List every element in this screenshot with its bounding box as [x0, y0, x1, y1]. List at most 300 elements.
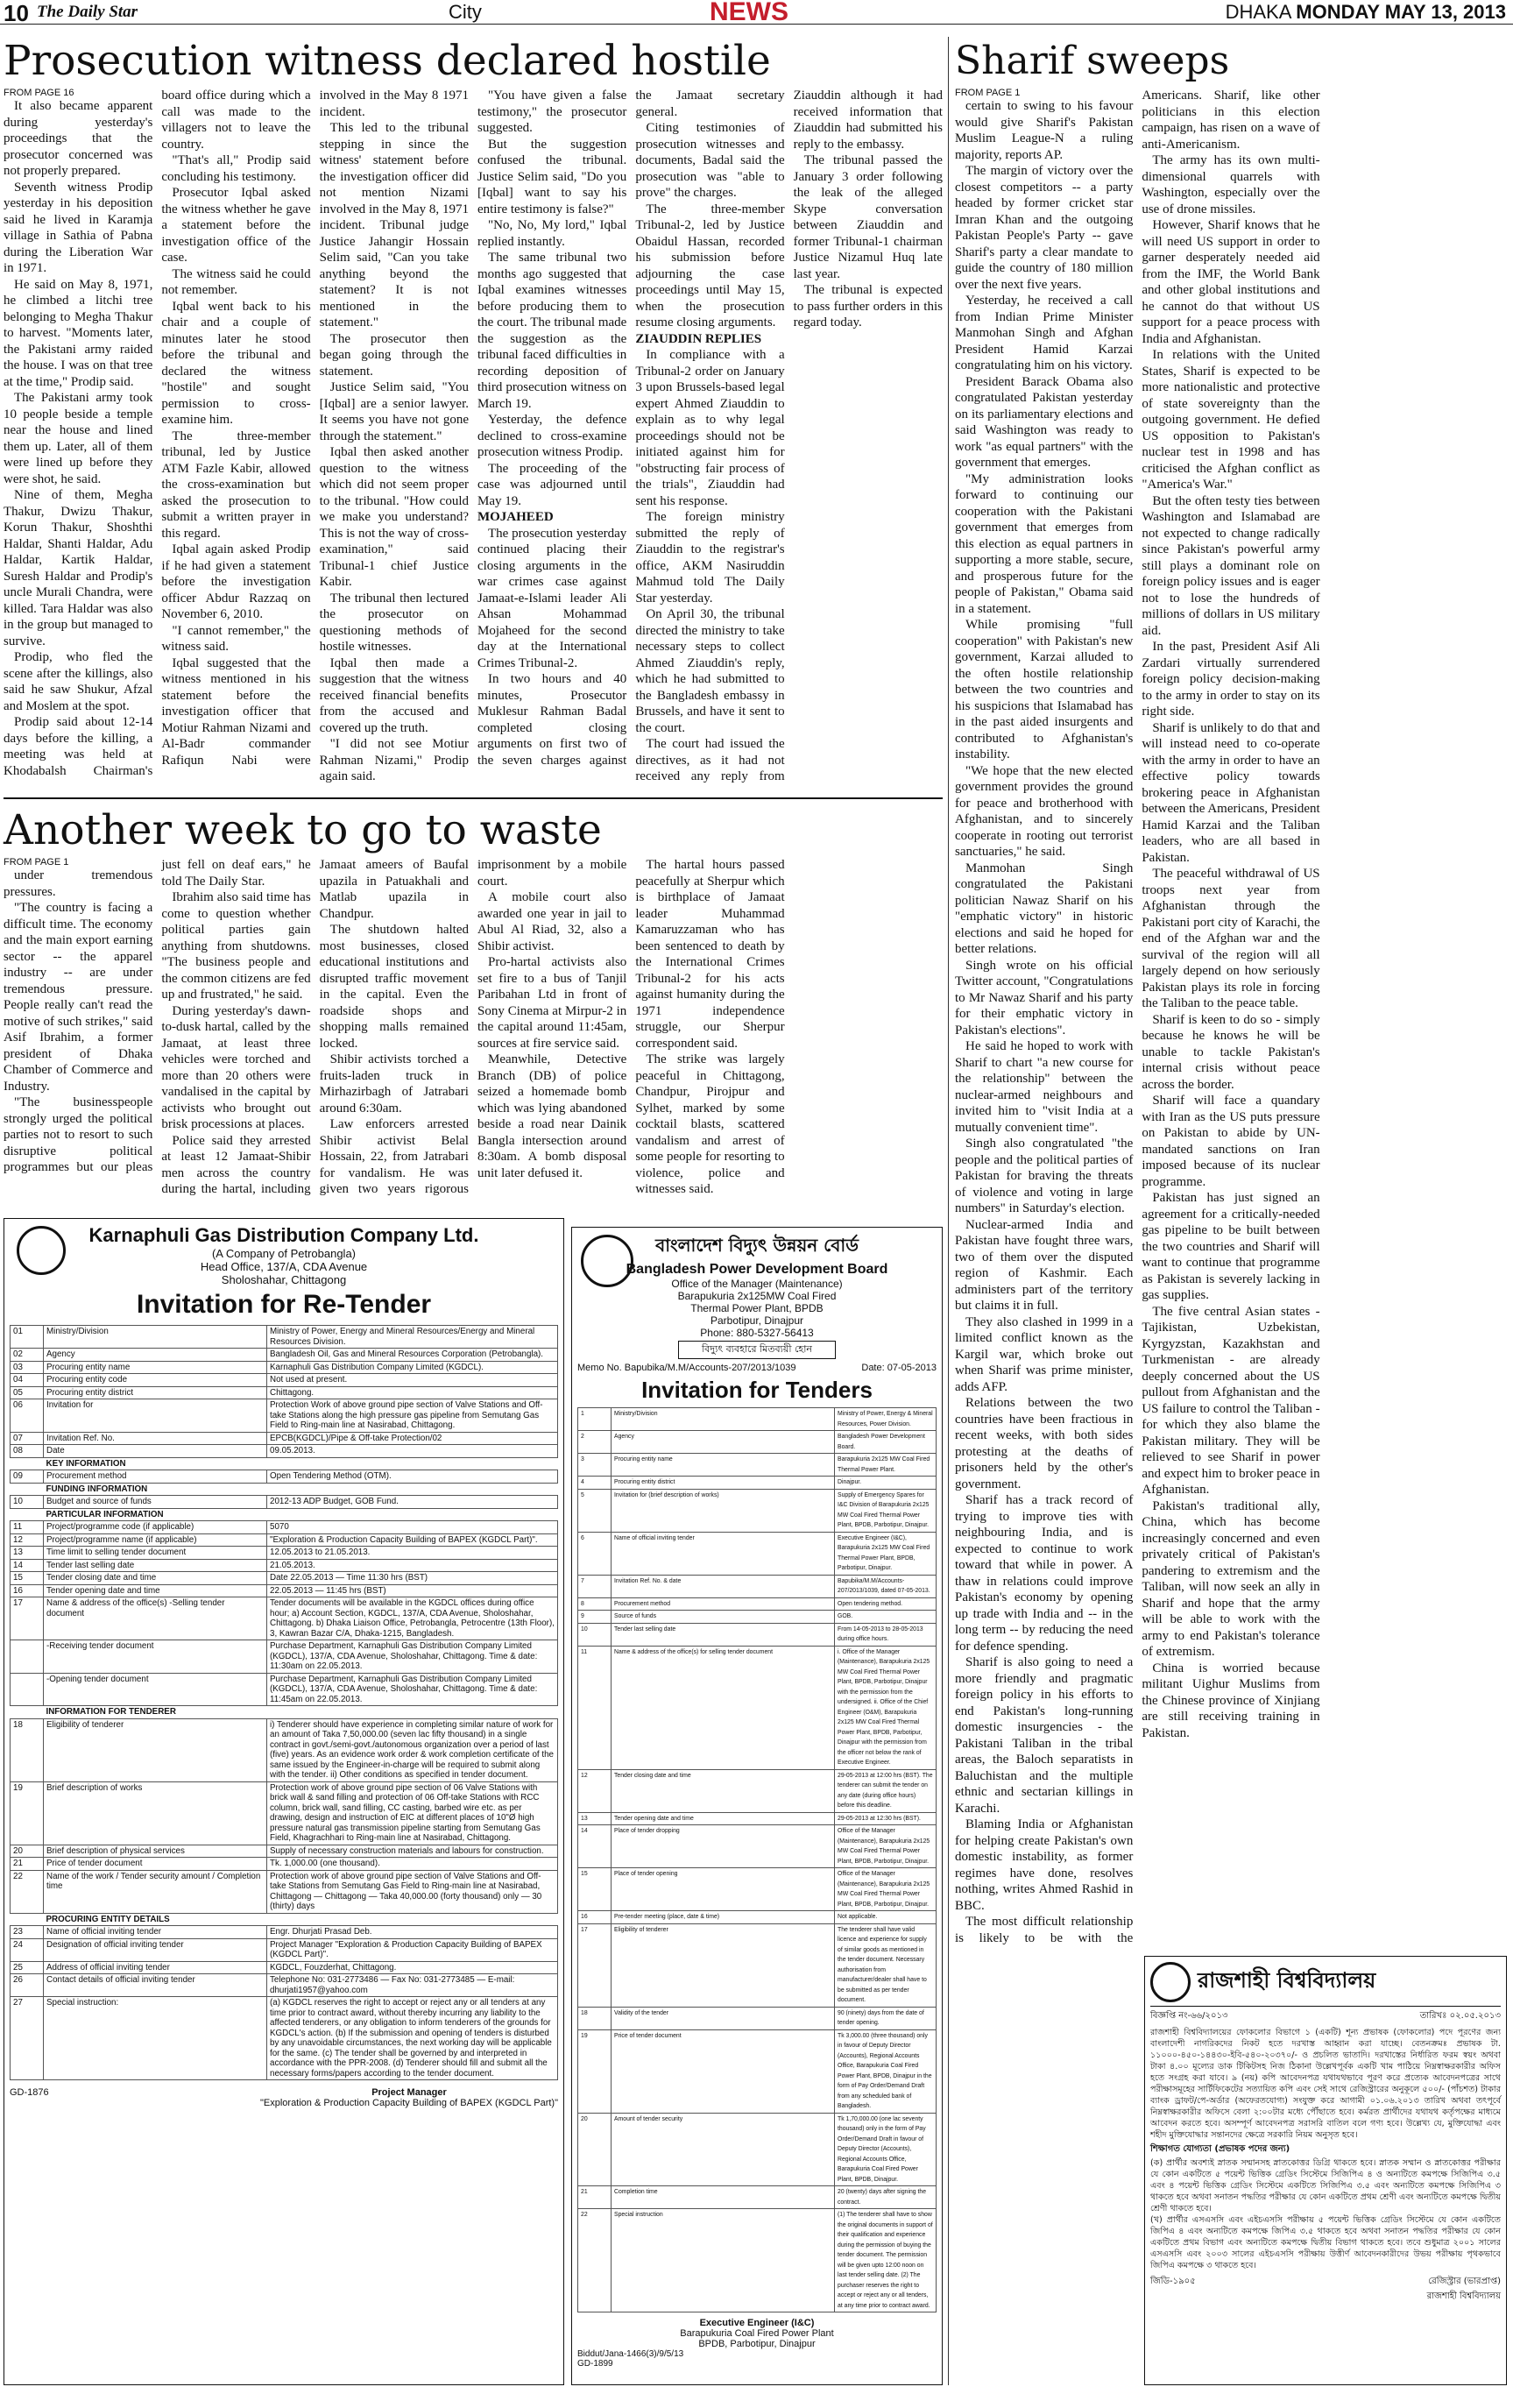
paragraph: Iqbal went back to his chair and a couple of minutes later he stood before the tribunal and declared the witness "hostile" and sought permission to cross-examine him. [161, 299, 311, 427]
table-row [11, 1597, 558, 1640]
paragraph: Yesterday, the defence declined to cross-examine prosecution witness Prodip. [477, 413, 627, 459]
table-cell: 10 [11, 1496, 44, 1509]
table-cell: Karnaphuli Gas Distribution Company Limited (KGDCL). [267, 1361, 558, 1374]
table-row [11, 1386, 558, 1399]
table-cell: Completion time [612, 2186, 835, 2209]
paragraph: Singh also congratulated "the people and the political parties of Pakistan for braving the threats of violence and voting in large numbers" in Saturday's election. [955, 1137, 1134, 1215]
paragraph: Pakistan's traditional ally, China, which has become increasingly concerned and even privately critical of Pakistan's pandering to extremism and the Taliban, will now seek an ally in Sharif and hope that the army will be able to work with the army to end Pakistan's tolerance of extremism. [1142, 1498, 1320, 1659]
table-row [11, 1432, 558, 1445]
paragraph: The five central Asian states - Tajikistan, Uzbekistan, Kyrgyzstan, Kazakhstan and Turkmenistan - are already deeply concerned about the US pullout from Afghanistan and the US failure to control the Taliban - for which they also blame the Pakistan military. They will be relieved to see Sharif in power and expect him to broker peace in Afghanistan. [1142, 1304, 1320, 1497]
paragraph: "I did not see Motiur Rahman Nizami," Prodip again said. [319, 737, 469, 783]
article3-body [955, 88, 1507, 1950]
bpdb-logo-icon [581, 1235, 633, 1287]
table-cell: -Opening tender document [44, 1673, 267, 1706]
table-row [11, 1858, 558, 1871]
table-cell: 25 [11, 1961, 44, 1974]
table-cell: 20 [11, 1845, 44, 1858]
table-row [11, 1326, 558, 1349]
table-cell: Name of the work / Tender security amount / Completion time [44, 1870, 267, 1913]
table-cell: 13 [578, 1812, 612, 1825]
bpdb-line2: Barapukuria 2x125MW Coal Fired [677, 1290, 837, 1302]
table-cell: i. Office of the Manager (Maintenance), Barapukuria 2x125 MW Coal Fired Thermal Power Plant, BPDB, Parbotipur, Dinajpur with the permission from the undersigned. ii. Office of the Chief Engineer (O&M), Barapukuria 2x125 MW Coal Fired Thermal Power Plant, BPDB, Parbotipur, Dinajpur with the permission from the officer not below the rank of Executive Engineer. [835, 1646, 937, 1769]
ru-sign1: রেজিস্ট্রার (ভারপ্রাপ্ত) [1428, 2277, 1501, 2286]
table-cell: Office of the Manager (Maintenance), Barapukuria 2x125 MW Coal Fired Thermal Power Plant, BPDB, Parbotipur, Dinajpur. [835, 1825, 937, 1868]
table-cell: Address of official inviting tender [44, 1961, 267, 1974]
paragraph: On April 30, the tribunal directed the ministry to take necessary steps to collect Ahmed Ziauddin's reply, which he had submitted to the Bangladesh embassy in Brussels, and have it sent to the court. [635, 607, 785, 735]
paragraph: While promising "full cooperation" with Pakistan's new government, Karzai alluded to the often hostile relationship between the two countries and his suspicions that Islamabad has in the past aided insurgents and contributed to Afghanistan's instability. [955, 618, 1134, 761]
table-cell: Bangladesh Power Development Board. [835, 1431, 937, 1454]
table-cell: Tk. 1,000.00 (one thousand). [267, 1858, 558, 1871]
paragraph: He said he hoped to work with Sharif to chart "a new course for the relationship" between the nuclear-armed neighbours and invited him to "visit India at a mutually convenient time". [955, 1039, 1134, 1135]
ru-title: রাজশাহী বিশ্ববিদ্যালয় [1198, 1968, 1376, 1993]
table-cell: Time limit to selling tender document [44, 1547, 267, 1560]
article3-headline: Sharif sweeps [955, 39, 1230, 83]
table-row [11, 1974, 558, 1997]
table-cell: 7 [578, 1575, 612, 1597]
table-cell: Purchase Department, Karnaphuli Gas Distribution Company Limited (KGDCL), 137/A, CDA Avenue, Sholoshahar, Chittagong. Time & date: 11:45am on 22.05.2013. [267, 1673, 558, 1706]
table-cell: 01 [11, 1326, 44, 1349]
paragraph: Iqbal again asked Prodip if he had given a statement before the investigation officer Abdur Razzaq on November 6, 2010. [161, 542, 311, 621]
table-row [578, 2186, 937, 2209]
table-row [578, 1454, 937, 1477]
rajshahi-university-ad [1144, 1956, 1507, 2385]
bpdb-slogan: বিদ্যুৎ ব্যবহারে মিতব্যয়ী হোন [678, 1341, 836, 1359]
table-cell: Supply of necessary construction materials and labours for construction. [267, 1845, 558, 1858]
table-cell: Engr. Dhurjati Prasad Deb. [267, 1926, 558, 1939]
paragraph: under tremendous pressures. [4, 868, 153, 899]
table-row [578, 1646, 937, 1769]
table-row [578, 1575, 937, 1597]
bpdb-tender-ad [571, 1227, 943, 2385]
table-cell: 12 [11, 1533, 44, 1547]
table-cell: (1) The tenderer shall have to show the original documents in support of their qualification and experience during the permission of buying the tender document. The permission will be given upto 12:00 noon on last tender selling date. (2) The purchaser reserves the right to accept or reject any or all tenders, at any time prior to contract award. [835, 2209, 937, 2312]
article2-kicker: FROM PAGE 1 [4, 857, 69, 868]
table-row [11, 1483, 558, 1496]
table-row [578, 1431, 937, 1454]
kgdcl-sign2: "Exploration & Production Capacity Building of BAPEX (KGDCL Part)" [259, 2098, 558, 2108]
table-cell [267, 1508, 558, 1521]
table-cell: 29-05-2013 at 12:00 hrs (BST). The tenderer can submit the tender on any date (during office hours) before this deadline. [835, 1769, 937, 1812]
table-cell: 21 [578, 2186, 612, 2209]
table-cell: (a) KGDCL reserves the right to accept or reject any or all tenders at any time prior to contract award, without thereby incurring any liability to the affected tenderers, or any obligation to inform tenderers of the grounds for KGDCL's action. (b) If the submission and opening of tenders is disturbed by any unavoidable circumstances, the next working day will be applicable for the same. (c) The tender shall be governed by and interpreted in accordance with the PPR-2008. (d) Tenderer should fill and submit all the necessary forms/papers according to the tender document. [267, 1997, 558, 2080]
table-cell: Brief description of physical services [44, 1845, 267, 1858]
table-row [11, 1870, 558, 1913]
paragraph: The proceeding of the case was adjourned until May 19. [477, 461, 627, 508]
table-cell: 08 [11, 1445, 44, 1458]
bpdb-sign3: BPDB, Parbotipur, Dinajpur [698, 2339, 816, 2349]
table-cell: 21 [11, 1858, 44, 1871]
table-cell: Contact details of official inviting tender [44, 1974, 267, 1997]
table-row [578, 1489, 937, 1532]
table-cell: PARTICULAR INFORMATION [44, 1508, 267, 1521]
table-cell: "Exploration & Production Capacity Building of BAPEX (KGDCL Part)". [267, 1533, 558, 1547]
table-row [11, 1521, 558, 1534]
table-cell: Procuring entity name [44, 1361, 267, 1374]
table-row [578, 1623, 937, 1646]
table-cell: Supply of Emergency Spares for I&C Division of Barapukuria 2x125 MW Coal Fired Thermal Power Plant, BPDB, Parbotipur, Dinajpur. [835, 1489, 937, 1532]
table-cell: 24 [11, 1938, 44, 1961]
table-row [11, 1706, 558, 1719]
table-cell: Dinajpur. [835, 1477, 937, 1490]
kgdcl-tender-ad [4, 1218, 564, 2385]
paragraph: Relations between the two countries have been fractious in recent weeks, with both sides protesting at the deaths of prisoners held by the other's government. [955, 1396, 1134, 1491]
table-cell: Office of the Manager (Maintenance), Barapukuria 2x125 MW Coal Fired Thermal Power Plant, BPDB, Parbotipur, Dinajpur. [835, 1868, 937, 1911]
paragraph: The foreign ministry submitted the reply of Ziauddin to the registrar's office, AKM Nasiruddin Mahmud told The Daily Star yesterday. [635, 510, 785, 606]
table-row [11, 1399, 558, 1433]
paragraph: They also clashed in 1999 in a limited conflict known as the Kargil war, which broke out when Sharif was prime minister, adds AFP. [955, 1314, 1134, 1394]
table-cell: Telephone No: 031-2773486 — Fax No: 031-2773485 — E-mail: dhurjati1957@yahoo.com [267, 1974, 558, 1997]
table-cell: 02 [11, 1349, 44, 1362]
table-cell: Not used at present. [267, 1374, 558, 1387]
table-cell: KGDCL, Fouzderhat, Chittagong. [267, 1961, 558, 1974]
table-cell: 90 (ninety) days from the date of tender opening. [835, 2007, 937, 2029]
paragraph: Singh wrote on his official Twitter account, "Congratulations to Mr Nawaz Sharif and his party for their emphatic victory in Pakistan's elections". [955, 958, 1134, 1038]
paragraph: Meanwhile, Detective Branch (DB) of police seized a homemade bomb which was lying abandoned beside a road near Dainik Bangla intersection around 8:30am. A bomb disposal unit later defused it. [477, 1052, 627, 1180]
paragraph: Justice Selim said, "You [Iqbal] are a senior lawyer. It seems you have not gone through the statement." [319, 380, 469, 443]
paragraph: "The businesspeople strongly urged the political parties not to resort to such disruptive political programmes but our pleas just fell on deaf ears," he told The Daily Star. [4, 858, 311, 1174]
table-cell: Ministry/Division [44, 1326, 267, 1349]
paragraph: Iqbal then made a suggestion that the witness received financial benefits from the accused and covered up the truth. [319, 655, 469, 735]
table-row [11, 1718, 558, 1781]
table-cell: Open Tendering Method (OTM). [267, 1470, 558, 1484]
table-row [11, 1361, 558, 1374]
table-cell: Source of funds [612, 1611, 835, 1624]
table-row [11, 1673, 558, 1706]
bpdb-phone: Phone: 880-5327-56413 [700, 1327, 814, 1339]
table-row [578, 1597, 937, 1611]
paragraph: President Barack Obama also congratulated Pakistan yesterday on its parliamentary elections and said Washington was ready to work "as equal partners" with the government that emerges. [955, 374, 1134, 470]
table-cell: 03 [11, 1361, 44, 1374]
table-cell [11, 1483, 44, 1496]
paragraph: Nuclear-armed India and Pakistan have fought three wars, two of them over the disputed region of Kashmir. Each administers part of the territory but claims it in full. [955, 1217, 1134, 1313]
paragraph: Sharif will face a quandary with Iran as the US puts pressure on Pakistan to abide by UN-mandated sanctions on Iran imposed because of its nuclear programme. [1142, 1094, 1320, 1189]
dateline: DHAKA MONDAY MAY 13, 2013 [1225, 1, 1506, 23]
table-cell: Place of tender opening [612, 1868, 835, 1911]
table-cell: 12.05.2013 to 21.05.2013. [267, 1547, 558, 1560]
paragraph: Nine of them, Megha Thakur, Dwizu Thakur, Korun Thakur, Shoshthi Haldar, Shanti Haldar, Adu Haldar, Kartik Haldar, Suresh Haldar and Prodip's uncle Murali Chandra, were killed. Tara Haldar was also in the group but managed to survive. [4, 488, 153, 648]
table-cell: Tender documents will be available in the KGDCL offices during office hour; a) Account Section, KGDCL, 137/A, CDA Avenue, Sholoshahar, Chittagong. b) Dhaka Liaison Office, Petrobangla, Petrocentre (13th Floor), 3, Kawran Bazar C/A, Dhaka-1215, Bangladesh. [267, 1597, 558, 1640]
table-cell: 04 [11, 1374, 44, 1387]
ru-body: রাজশাহী বিশ্ববিদ্যালয়ের ফোকলোর বিভাগে ১ (একটি) শূন্য প্রভাষক (ফোকলোর) পদে পূরণের জন্য বাংলাদেশী নাগরিকদের নিকট হতে দরখাস্ত আহ্বান করা যাচ্ছে। বেতনক্রমঃ প্রভাষক টা. ১১০০০-৪৫০-১৪৪৩০-ইবি-৫৪০-২০৩৭০/- ও প্রচলিত ভাতাদি। দরখাস্তের নির্ধারিত ফরম স্বয়ং অথবা টাকা ৪.০০ মূল্যের ডাক টিকিটসহ নিজ ঠিকানা উল্লেখপূর্বক একটি খাম পাঠিয়ে নিম্নস্বাক্ষরকারীর অফিস হতে সংগ্রহ করা যাবে। ৯ (নয়) কপি আবেদনপত্র যথাযথভাবে পূরণ করে প্রত্যেক আবেদনপত্রের সাথে পরীক্ষাসমূহের সার্টিফিকেটের সত্যায়িত কপি এবং সেই সাথে রেজিস্ট্রারের অনুকূলে ৫০০/- (পাঁচশত) টাকার ব্যাংক ড্রাফট/পে-অর্ডার (অফেরতযোগ্য) সংযুক্ত করে আগামী ০১.০৬.২০১৩ তারিখ অথবা তৎপূর্বে নিম্নস্বাক্ষরকারীর অফিসে বেলা ২:০০টার মধ্যে পৌঁছাতে হবে। কর্মরত প্রার্থীদের যথাযথ কর্তৃপক্ষের মাধ্যমে আবেদন করতে হবে। অসম্পূর্ণ আবেদনপত্র সরাসরি বাতিল বলে গণ্য হবে। উল্লেখ্য যে, মুক্তিযোদ্ধা এবং শহীদ মুক্তিযোদ্ধার সন্তানদের ক্ষেত্রে সরকারি নিয়ম অনুসৃত হবে। [1150, 2028, 1501, 2140]
table-cell: Invitation Ref. No. [44, 1432, 267, 1445]
paragraph: The three-member Tribunal-2, led by Justice Obaidul Hassan, recorded his submission before adjourning the case proceedings until May 15, when the prosecution resume closing arguments. [635, 202, 785, 329]
table-cell: Executive Engineer (I&C), Barapukuria 2x125 MW Coal Fired Thermal Power Plant, BPDB, Parbotipur, Dinajpur. [835, 1532, 937, 1575]
ru-qual-title: শিক্ষাগত যোগ্যতা (প্রভাষক পদের জন্য) [1150, 2144, 1290, 2154]
ru-qual2: (খ) প্রার্থীর এসএসসি এবং এইচএসসি পরীক্ষায় ৫ পয়েন্ট ভিত্তিক গ্রেডিং সিস্টেমে যে কোন একটিতে জিপিএ ৪ এবং অন্যটিতে কমপক্ষে জিপিএ ৩.৫ থাকতে হবে অথবা সনাতন পদ্ধতির পরীক্ষার যে কোন একটিতে প্রথম বিভাগ এবং অন্যটিতে কমপক্ষে দ্বিতীয় বিভাগ থাকতে হবে। তবে শুধুমাত্র ২০০১ সালের এসএসসি এবং ২০০৩ সালের এইচএসসি পরীক্ষায় উত্তীর্ণ আবেদনকারীদের উভয় পরীক্ষায় পৃথকভাবে জিপিএ কমপক্ষে ৩ থাকতে হবে। [1150, 2215, 1501, 2270]
table-row [578, 1611, 937, 1624]
table-row [578, 1532, 937, 1575]
table-cell: Eligibility of tenderer [612, 1923, 835, 2007]
table-cell: Agency [612, 1431, 835, 1454]
paragraph: But the often testy ties between Washington and Islamabad are not expected to change radically since Pakistan's powerful army still plays a dominant role on foreign policy issues and is eager not to lose the hundreds of millions of dollars in US military aid. [1142, 493, 1320, 638]
table-row [11, 1496, 558, 1509]
table-cell: Tender closing date and time [44, 1572, 267, 1585]
table-cell: 3 [578, 1454, 612, 1477]
table-cell: Tk 1,70,000.00 (one lac seventy thousand) only in the form of Pay Order/Demand Draft in favour of Deputy Director (Accounts), Regional Accounts Office, Barapukuria Coal Fired Power Plant, BPDB, Dinajpur. [835, 2113, 937, 2186]
bpdb-line1: Office of the Manager (Maintenance) [671, 1278, 843, 1290]
paragraph: "That's all," Prodip said concluding his testimony. [161, 153, 311, 184]
paragraph: Sharif is unlikely to do that and will instead need to co-operate with the army in order to have an effective policy towards brokering peace in Afghanistan between the Americans, President Hamid Karzai and the Taliban leaders, who are all based in Pakistan. [1142, 720, 1320, 865]
table-row [578, 1923, 937, 2007]
paragraph: However, Sharif knows that he will need US support in order to garner desperately needed aid from the IMF, the World Bank and other global institutions and he cannot do that without US support for a peace process with India and Afghanistan. [1142, 218, 1320, 346]
column-divider [948, 37, 949, 2385]
table-row [578, 1868, 937, 1911]
table-cell: 5 [578, 1489, 612, 1532]
bpdb-title: Invitation for Tenders [641, 1377, 873, 1403]
table-cell: 29-05-2013 at 12:30 hrs (BST). [835, 1812, 937, 1825]
table-cell: Price of tender document [44, 1858, 267, 1871]
table-cell: Project/programme code (if applicable) [44, 1521, 267, 1534]
table-cell: 05 [11, 1386, 44, 1399]
table-cell: Validity of the tender [612, 2007, 835, 2029]
table-cell: 11 [578, 1646, 612, 1769]
table-cell: Protection Work of above ground pipe section of Valve Stations and Off-take Stations along the high pressure gas pipeline from Semutang Gas Field to Ring-main line at Nasirabad, Chittagong. [267, 1399, 558, 1433]
table-cell: EPCB(KGDCL)/Pipe & Off-take Protection/02 [267, 1432, 558, 1445]
ru-notice-date: তারিখঃ ০২.০৫.২০১৩ [1419, 2011, 1501, 2021]
table-cell [11, 1673, 44, 1706]
table-cell [11, 1457, 44, 1470]
paragraph: Yesterday, he received a call from Indian Prime Minister Manmohan Singh and Afghan President Hamid Karzai congratulating him on his victory. [955, 294, 1134, 372]
paragraph: He said on May 8, 1971, he climbed a litchi tree belonging to Megha Thakur to harvest. "Moments later, the Pakistani army raided the house. I was on that tree at the time," Prodip said. [4, 277, 153, 389]
table-cell: 2 [578, 1431, 612, 1454]
masthead-logo: The Daily Star [37, 3, 138, 21]
table-cell [267, 1457, 558, 1470]
table-cell: Tender opening date and time [612, 1812, 835, 1825]
table-cell: 10 [578, 1623, 612, 1646]
table-cell: 23 [11, 1926, 44, 1939]
table-row [11, 1997, 558, 2080]
paragraph: It also became apparent during yesterday's proceedings that the prosecutor concerned was not properly prepared. [4, 99, 153, 178]
kgdcl-company: Karnaphuli Gas Distribution Company Ltd. [88, 1224, 479, 1246]
table-cell: Ministry/Division [612, 1408, 835, 1431]
paragraph: Law enforcers arrested Shibir activist Belal Hossain, 22, from Jatrabari for vandalism. He was given two years rigorous imprisonment by a mobile court. [319, 858, 627, 1196]
bpdb-bengali-title: বাংলাদেশ বিদ্যুৎ উন্নয়ন বোর্ড [655, 1235, 859, 1256]
table-cell: Bapubika/M.M/Accounts-207/2013/1039, dated 07-05-2013. [835, 1575, 937, 1597]
table-row [578, 1408, 937, 1431]
table-row [11, 1374, 558, 1387]
table-cell: Special instruction [612, 2209, 835, 2312]
table-cell [11, 1706, 44, 1719]
table-cell: Project/programme name (if applicable) [44, 1533, 267, 1547]
paragraph: "I cannot remember," the witness said. [161, 623, 311, 654]
table-cell [267, 1483, 558, 1496]
page-number: 10 [4, 0, 29, 26]
paragraph: During yesterday's dawn-to-dusk hartal, called by the Jamaat, at least three vehicles were torched and more than 20 others were vandalised in the capital by activists who brought out brisk processions at places. [161, 1003, 311, 1131]
bpdb-line3: Thermal Power Plant, BPDB [690, 1302, 824, 1314]
table-cell: 21.05.2013. [267, 1559, 558, 1572]
section-divider [4, 797, 943, 799]
table-cell: 20 (twenty) days after signing the contract. [835, 2186, 937, 2209]
table-cell: Name & address of the office(s) -Selling tender document [44, 1597, 267, 1640]
university-seal-icon [1150, 1962, 1191, 2002]
table-cell: Name & address of the office(s) for selling tender document [612, 1646, 835, 1769]
table-cell: 17 [578, 1923, 612, 2007]
table-cell: Tender closing date and time [612, 1769, 835, 1812]
bpdb-code1: Biddut/Jana-1466(3)/9/5/13 [577, 2349, 684, 2359]
table-cell: Barapukuria 2x125 MW Coal Fired Thermal Power Plant. [835, 1454, 937, 1477]
paragraph: Pakistan has just signed an agreement for a critically-needed gas pipeline to be built between the two countries and Sharif will want to continue that programme as Pakistan is severely lacking in gas supplies. [1142, 1191, 1320, 1302]
table-row [578, 2007, 937, 2029]
table-row [578, 2029, 937, 2113]
table-cell: Eligibility of tenderer [44, 1718, 267, 1781]
kgdcl-line1: (A Company of Petrobangla) [211, 1247, 357, 1260]
paragraph: This led to the tribunal stepping in since the witness' statement before the investigation officer did not mention Nizami involved in the May 8, 1971 incident. Tribunal judge Justice Jahangir Hossain Selim said, "Can you take anything beyond the statement? It is not mentioned in the statement." [319, 121, 469, 329]
table-cell: Not applicable. [835, 1911, 937, 1924]
table-cell: Amount of tender security [612, 2113, 835, 2186]
table-row [11, 1533, 558, 1547]
table-row [11, 1349, 558, 1362]
table-cell: 5070 [267, 1521, 558, 1534]
paragraph: "No, No, My lord," Iqbal replied instantly. [477, 218, 627, 249]
table-cell: Name of official inviting tender [612, 1532, 835, 1575]
kgdcl-line3: Sholoshahar, Chittagong [221, 1273, 347, 1286]
table-cell: -Receiving tender document [44, 1640, 267, 1674]
table-cell: Date 22.05.2013 — Time 11:30 hrs (BST) [267, 1572, 558, 1585]
paragraph: "My administration looks forward to continuing our cooperation with the Pakistani government that emerges from this election as equal partners in supporting a more stable, secure, and prosperous future for the people of Pakistan," Obama said in a statement. [955, 471, 1134, 616]
article1-subhead-mojaheed: MOJAHEED [477, 510, 554, 524]
paragraph: The most difficult relationship is likely to be with the Americans. Sharif, like other politicians in this election campaign, has risen on a wave of anti-Americanism. [955, 89, 1320, 1945]
paragraph: Iqbal suggested that the witness mentioned in his statement before the investigation officer that Motiur Rahman Nizami and Al-Badr commander Rafiqun Nabi were involved in the May 8 1971 incident. [161, 89, 469, 768]
paragraph: The peaceful withdrawal of US troops next year from Afghanistan through the Pakistani port city of Karachi, the end of the Afghan war and the survival of the region will all largely depend on how seriously Pakistan plays its role in forcing the Taliban to the peace table. [1142, 867, 1320, 1010]
table-cell: 07 [11, 1432, 44, 1445]
table-cell: Protection work of above ground pipe section of 06 Valve Stations with brick wall & sand filling and protection of 06 Off-take Stations with RCC column, brick wall, sand filling, CC casting, barbed wire etc. as per drawing, design and instruction of EIC at different places of 10"Ø high pressure natural gas transmission pipeline starting from Semutang Gas Field, Khagrachhari to Ring-main line at Nasirabad, Chittagong. [267, 1781, 558, 1845]
paragraph: Citing testimonies of prosecution witnesses and documents, Badal said the prosecution was "able to prove" the charges. [635, 121, 785, 200]
paragraph: Sharif is also going to need a more friendly and pragmatic foreign policy in his efforts to end Pakistan's long-running domestic insurgencies - the Pakistani Taliban in the tribal areas, the Baloch separatists in Baluchistan and the multiple ethnic and sectarian killings in Karachi. [955, 1655, 1134, 1816]
table-cell: 17 [11, 1597, 44, 1640]
table-cell: INFORMATION FOR TENDERER [44, 1706, 267, 1719]
table-cell: Tender opening date and time [44, 1584, 267, 1597]
table-cell: Procuring entity district [44, 1386, 267, 1399]
paragraph: A mobile court also awarded one year in jail to Abul Al Riad, 32, also a Shibir activist. [477, 890, 627, 953]
table-cell: 16 [578, 1911, 612, 1924]
paragraph: Blaming India or Afghanistan for helping create Pakistan's own domestic instability, as former regimes have done, resolves nothing, writes Ahmed Rashid in BBC. [955, 1817, 1134, 1913]
article1-body [4, 88, 943, 789]
table-cell: Invitation for [44, 1399, 267, 1433]
table-cell: 13 [11, 1547, 44, 1560]
table-cell: i) Tenderer should have experience in completing similar nature of work for an amount of Taka 7,50,000.00 (seven lac fifty thousand) in a single contract in govt./semi-govt./autonomous organization over a period of last (five) years. As an evidence work order & work completion certificate of the same issued by the Engineer-in-charge will be required to submit along with the tender. ii) Other conditions as specified in tender document. [267, 1718, 558, 1781]
table-cell: 15 [578, 1868, 612, 1911]
paragraph: Prodip, who fled the scene after the killings, also said he saw Shukur, Afzal and Moslem at the spot. [4, 650, 153, 713]
table-cell: Purchase Department, Karnaphuli Gas Distribution Company Limited (KGDCL), 137/A, CDA Avenue, Sholoshahar, Chittagong. Time & date: 11:30am on 22.05.2013. [267, 1640, 558, 1674]
table-cell: Procurement method [44, 1470, 267, 1484]
paragraph: Manmohan Singh congratulated the Pakistani politician Nawaz Sharif on his "emphatic victory" in historic elections and said he hoped for better relations. [955, 861, 1134, 956]
article1-subhead-ziauddin: ZIAUDDIN REPLIES [635, 331, 762, 346]
table-cell: Invitation for (brief description of works) [612, 1489, 835, 1532]
table-cell: Tender last selling date [612, 1623, 835, 1646]
bpdb-sign1: Executive Engineer (I&C) [699, 2318, 815, 2328]
paragraph: The tribunal then lectured the prosecutor on questioning methods of hostile witnesses. [319, 591, 469, 654]
table-cell: Chittagong. [267, 1386, 558, 1399]
paragraph: The court had issued the directives, as it had not received any reply from Ziauddin although it had received information that Ziauddin had submitted his reply to the embassy. [635, 89, 943, 783]
table-cell: 18 [578, 2007, 612, 2029]
table-row [578, 2209, 937, 2312]
paragraph: The same tribunal two months ago suggested that Iqbal examines witnesses before producing them to the court. The tribunal made the suggestion as the tribunal faced difficulties in recording deposition of third prosecution witness on March 19. [477, 251, 627, 411]
paragraph: The prosecutor then began going through the statement. [319, 331, 469, 379]
table-cell: Designation of official inviting tender [44, 1938, 267, 1961]
table-cell: Procuring entity code [44, 1374, 267, 1387]
paragraph: The hartal hours passed peacefully at Sherpur which is birthplace of Jamaat leader Muhammad Kamaruzzaman who has been sentenced to death by the International Crimes Tribunal-2 for his acts against humanity during the 1971 independence struggle, our Sherpur correspondent said. [635, 858, 785, 1051]
table-row [578, 2113, 937, 2186]
paragraph: Shibir activists torched a fruits-laden truck in Mirhazirbagh of Jatrabari around 6:30am. [319, 1052, 469, 1115]
table-cell: 19 [578, 2029, 612, 2113]
table-cell: 12 [578, 1769, 612, 1812]
table-cell: Brief description of works [44, 1781, 267, 1845]
bpdb-sign2: Barapukuria Coal Fired Power Plant [680, 2328, 834, 2339]
table-cell: Tender last selling date [44, 1559, 267, 1572]
table-cell: Invitation Ref. No. & date [612, 1575, 835, 1597]
table-row [11, 1559, 558, 1572]
table-cell: 9 [578, 1611, 612, 1624]
petrobangla-logo-icon [17, 1226, 66, 1275]
table-cell: 09.05.2013. [267, 1445, 558, 1458]
table-row [11, 1572, 558, 1585]
paragraph: The army has its own multi-dimensional quarrels with Washington, especially over the use of drone missiles. [1142, 153, 1320, 216]
kgdcl-line2: Head Office, 137/A, CDA Avenue [200, 1260, 368, 1273]
table-row [11, 1457, 558, 1470]
table-cell: 16 [11, 1584, 44, 1597]
paragraph: In two hours and 40 minutes, Prosecutor Muklesur Rahman Badal completed closing arguments on first two of the seven charges against the Jamaat secretary general. [477, 89, 785, 768]
table-cell: 8 [578, 1597, 612, 1611]
ru-qual1: (ক) প্রার্থীর অবশ্যই স্নাতক সম্মানসহ স্নাতকোত্তর ডিগ্রি থাকতে হবে। স্নাতক সম্মান ও স্নাতকোত্তর পরীক্ষার যে কোন একটিতে ৫ পয়েন্ট ভিত্তিক গ্রেডিং সিস্টেমে সিজিপিএ ৪ ও অন্যটিতে কমপক্ষে সিজিপিএ ৩.৫ এবং ৪ পয়েন্ট ভিত্তিক গ্রেডিং সিস্টেমে একটিতে সিজিপিএ ৩.৫ এবং অন্যটিতে কমপক্ষে সিজিপিএ ৩ থাকতে হবে অথবা সনাতন পদ্ধতির পরীক্ষার যে কোন একটিতে প্রথম শ্রেণী এবং অন্যটিতে কমপক্ষে দ্বিতীয় শ্রেণী থাকতে হবে। [1150, 2158, 1501, 2213]
table-row [578, 1825, 937, 1868]
table-cell: Ministry of Power, Energy and Mineral Resources/Energy and Mineral Resources Division. [267, 1326, 558, 1349]
table-cell: 6 [578, 1532, 612, 1575]
paragraph: Iqbal then asked another question to the witness which did not seem proper to the tribunal. "How could we make you understand? This is not the way of cross-examination," said Tribunal-1 chief Justice Kabir. [319, 445, 469, 589]
table-cell: Procuring entity name [612, 1454, 835, 1477]
table-cell: 4 [578, 1477, 612, 1490]
table-row [11, 1913, 558, 1926]
paragraph: In the past, President Asif Ali Zardari virtually surrendered foreign policy decision-making to the army in order to stay on its right side. [1142, 640, 1320, 719]
table-cell: 22 [578, 2209, 612, 2312]
table-row [11, 1961, 558, 1974]
ru-notice-no: বিজ্ঞপ্তি নং-৬৬/২০১৩ [1150, 2011, 1228, 2021]
table-row [11, 1845, 558, 1858]
paragraph: "We hope that the new elected government provides the ground for peace and brotherhood with Afghanistan, and to sincerely cooperate in rooting out terrorist sanctuaries," he said. [955, 763, 1134, 859]
paragraph: In compliance with a Tribunal-2 order on January 3 upon Brussels-based legal expert Ahmed Ziauddin to explain as to why legal proceedings should not be initiated against him for "obstructing fair process of the trials", Ziauddin had sent his response. [635, 348, 785, 508]
table-cell: 18 [11, 1718, 44, 1781]
kgdcl-sign: Project Manager [371, 2087, 447, 2098]
table-row [11, 1445, 558, 1458]
ru-sign2: রাজশাহী বিশ্ববিদ্যালয় [1426, 2291, 1501, 2301]
table-row [11, 1781, 558, 1845]
table-row [578, 1477, 937, 1490]
table-cell: PROCURING ENTITY DETAILS [44, 1913, 267, 1926]
table-row [578, 1812, 937, 1825]
table-cell: GOB. [835, 1611, 937, 1624]
table-cell: Place of tender dropping [612, 1825, 835, 1868]
paragraph: The Pakistani army took 10 people beside a temple near the house and lined them up. Later, all of them were lined up before they were shot, he said. [4, 391, 153, 486]
article1-headline: Prosecution witness declared hostile [4, 37, 771, 85]
table-cell: Procurement method [612, 1597, 835, 1611]
table-cell: The tenderer shall have valid licence and experience for supply of similar goods as mentioned in the tender document. Necessary authorisation from manufacturer/dealer shall have to be submitted as per tender document. [835, 1923, 937, 2007]
table-cell: Date [44, 1445, 267, 1458]
table-cell: 2012-13 ADP Budget, GOB Fund. [267, 1496, 558, 1509]
paragraph: certain to swing to his favour would give Sharif's Pakistan Muslim League-N a ruling majority, reports AP. [955, 99, 1134, 162]
table-row [11, 1470, 558, 1484]
table-cell: FUNDING INFORMATION [44, 1483, 267, 1496]
table-cell: KEY INFORMATION [44, 1457, 267, 1470]
article2-body [4, 857, 943, 1208]
paragraph: The witness said he could not remember. [161, 266, 311, 297]
table-cell [11, 1913, 44, 1926]
kgdcl-footer-code: GD-1876 [10, 2087, 49, 2098]
bpdb-memo: Memo No. Bapubika/M.M/Accounts-207/2013/1039 [577, 1363, 796, 1373]
paragraph: "The country is facing a difficult time. The economy and the main export earning sector -- the apparel industry -- are under tremendous pressure. People really can't read the motive of such strikes," said Asif Ibrahim, a former president of Dhaka Chamber of Commerce and Industry. [4, 901, 153, 1094]
article2-headline: Another week to go to waste [4, 806, 602, 854]
table-cell: Open tendering method. [835, 1597, 937, 1611]
paragraph: The prosecution yesterday continued placing their closing arguments in the war crimes case against Jamaat-e-Islami leader Ali Ahsan Mohammad Mojaheed for the second day at the International Crimes Tribunal-2. [477, 526, 627, 670]
table-cell: 27 [11, 1997, 44, 2080]
